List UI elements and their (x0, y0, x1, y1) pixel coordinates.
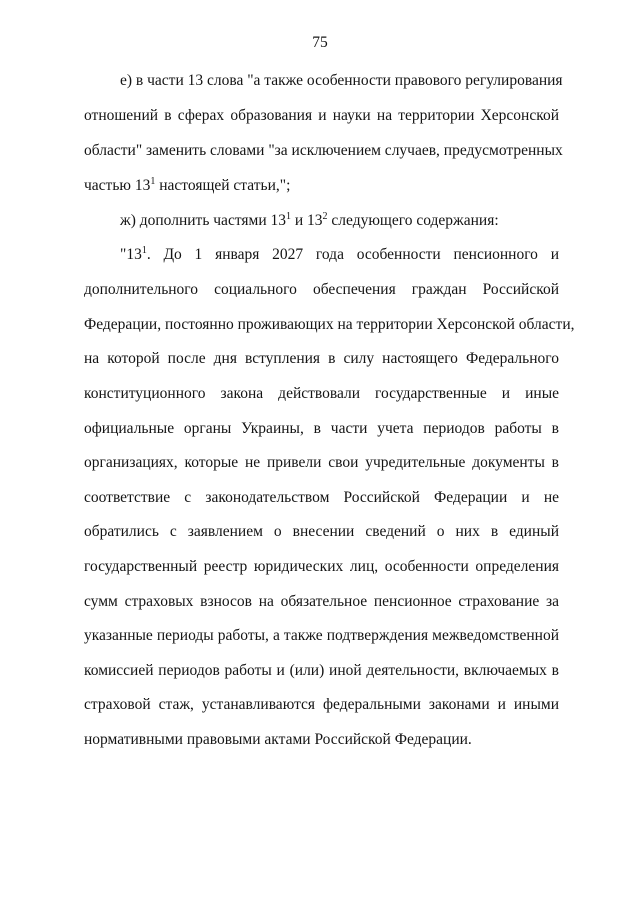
superscript: 1 (286, 210, 291, 222)
superscript: 1 (150, 175, 156, 187)
part-13-1-line-13: комиссией периодов работы и (или) иной деятельности, включаемых в (84, 662, 559, 679)
part-13-1-line-7: организациях, которые не привели свои учредительные документы в (84, 454, 559, 471)
paragraph-e-line-1: е) в части 13 слова "а также особенности правового регулирования (120, 72, 563, 89)
part-13-1-line-3: Федерации, постоянно проживающих на территории Херсонской области, (84, 316, 575, 333)
part-13-1-line-15: нормативными правовыми актами Российской Федерации. (84, 731, 472, 748)
paragraph-e-line-4 (84, 177, 559, 195)
page-number: 75 (312, 34, 328, 51)
paragraph-zh-line (84, 212, 559, 230)
part-13-1-line-12: указанные периоды работы, а также подтверждения межведомственной (84, 627, 559, 644)
paragraph-e-last-text: частью 13 (84, 177, 151, 194)
superscript: 1 (141, 244, 147, 256)
part-13-1-text-end: . До 1 января 2027 года особенности пенсионного и (146, 246, 559, 263)
part-13-1-line-14: страховой стаж, устанавливаются федеральными законами и иными (84, 696, 559, 713)
part-13-1-line-2: дополнительного социального обеспечения граждан Российской (84, 281, 559, 298)
paragraph-e-line-3: области" заменить словами "за исключением случаев, предусмотренных (84, 142, 563, 159)
paragraph-e-line-2: отношений в сферах образования и науки на территории Херсонской (84, 107, 559, 124)
paragraph-e-last-text-end: настоящей статьи,"; (155, 177, 291, 194)
superscript: 2 (322, 210, 328, 222)
part-13-1-text: "13 (120, 246, 142, 263)
part-13-1-line-4: на которой после дня вступления в силу настоящего Федерального (84, 350, 559, 367)
part-13-1-line-11: сумм страховых взносов на обязательное пенсионное страхование за (84, 593, 559, 610)
part-13-1-line-8: соответствие с законодательством Российской Федерации и не (84, 489, 559, 506)
paragraph-zh-text-mid: и 13 (291, 212, 323, 229)
part-13-1-line-6: официальные органы Украины, в части учета периодов работы в (84, 420, 559, 437)
paragraph-zh-text: ж) дополнить частями 13 (120, 212, 286, 229)
part-13-1-line-5: конституционного закона действовали государственные и иные (84, 385, 559, 402)
paragraph-zh-text-end: следующего содержания: (327, 212, 499, 229)
part-13-1-line-10: государственный реестр юридических лиц, особенности определения (84, 558, 559, 575)
part-13-1-line-1 (84, 246, 559, 264)
part-13-1-line-9: обратились с заявлением о внесении сведений о них в единый (84, 523, 559, 540)
